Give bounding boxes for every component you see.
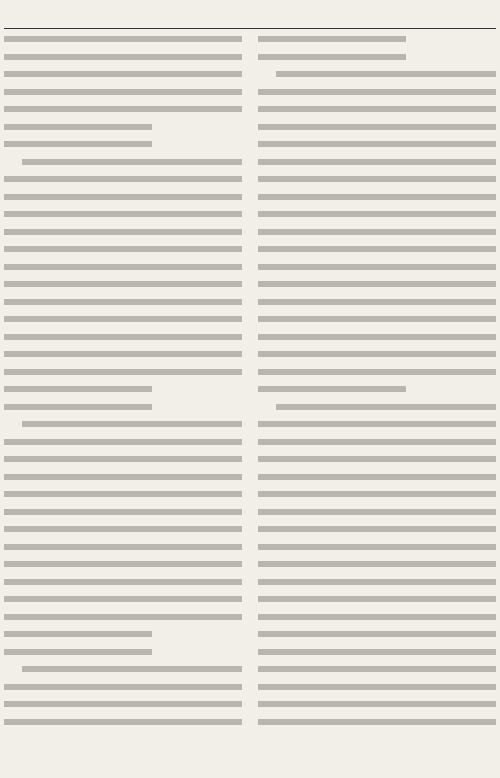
text-line: [258, 106, 496, 112]
text-line: [258, 369, 496, 375]
text-line: [258, 386, 406, 392]
text-line: [4, 491, 242, 497]
text-line: [4, 211, 242, 217]
text-line: [4, 719, 242, 725]
text-line: [4, 106, 242, 112]
text-line: [4, 71, 242, 77]
text-line: [22, 159, 242, 165]
text-line: [258, 474, 496, 480]
text-line: [4, 526, 242, 532]
text-line: [258, 246, 496, 252]
text-line: [4, 194, 242, 200]
text-line: [4, 89, 242, 95]
text-line: [4, 316, 242, 322]
text-line: [4, 54, 242, 60]
text-line: [258, 334, 496, 340]
text-line: [258, 666, 496, 672]
text-line: [258, 299, 496, 305]
text-line: [258, 701, 496, 707]
text-line: [4, 334, 242, 340]
running-header: [4, 6, 496, 29]
text-line: [258, 351, 496, 357]
text-line: [258, 439, 496, 445]
text-line: [4, 36, 242, 42]
text-line: [258, 281, 496, 287]
text-line: [4, 246, 242, 252]
text-line: [4, 124, 152, 130]
text-line: [258, 561, 496, 567]
text-line: [4, 456, 242, 462]
text-line: [258, 36, 406, 42]
text-line: [258, 194, 496, 200]
text-line: [4, 299, 242, 305]
text-line: [258, 229, 496, 235]
text-line: [258, 159, 496, 165]
text-line: [258, 614, 496, 620]
heading-line: [4, 141, 152, 147]
text-line: [258, 176, 496, 182]
text-line: [258, 264, 496, 270]
text-line: [4, 579, 242, 585]
text-line: [4, 264, 242, 270]
text-line: [4, 369, 242, 375]
text-line: [258, 596, 496, 602]
text-line: [4, 439, 242, 445]
text-line: [4, 176, 242, 182]
right-column: [258, 36, 496, 736]
text-line: [4, 509, 242, 515]
text-line: [258, 544, 496, 550]
text-line: [4, 614, 242, 620]
text-line: [4, 351, 242, 357]
text-line: [4, 544, 242, 550]
text-line: [258, 89, 496, 95]
text-line: [258, 579, 496, 585]
text-line: [276, 404, 496, 410]
left-column: [4, 36, 242, 736]
text-line: [258, 509, 496, 515]
text-line: [4, 474, 242, 480]
text-line: [4, 561, 242, 567]
text-line: [258, 684, 496, 690]
text-line: [4, 281, 242, 287]
heading-line: [4, 404, 152, 410]
text-line: [258, 526, 496, 532]
text-line: [258, 631, 496, 637]
text-line: [4, 684, 242, 690]
text-line: [22, 421, 242, 427]
text-line: [276, 71, 496, 77]
text-line: [258, 141, 496, 147]
text-line: [258, 649, 496, 655]
text-line: [258, 124, 496, 130]
text-line: [4, 701, 242, 707]
text-line: [4, 631, 152, 637]
text-line: [258, 456, 496, 462]
text-line: [258, 719, 496, 725]
text-line: [258, 211, 496, 217]
text-line: [4, 596, 242, 602]
text-line: [4, 386, 152, 392]
text-line: [4, 229, 242, 235]
heading-line: [258, 54, 406, 60]
text-line: [258, 316, 496, 322]
text-line: [258, 491, 496, 497]
heading-line: [4, 649, 152, 655]
text-line: [258, 421, 496, 427]
text-line: [22, 666, 242, 672]
